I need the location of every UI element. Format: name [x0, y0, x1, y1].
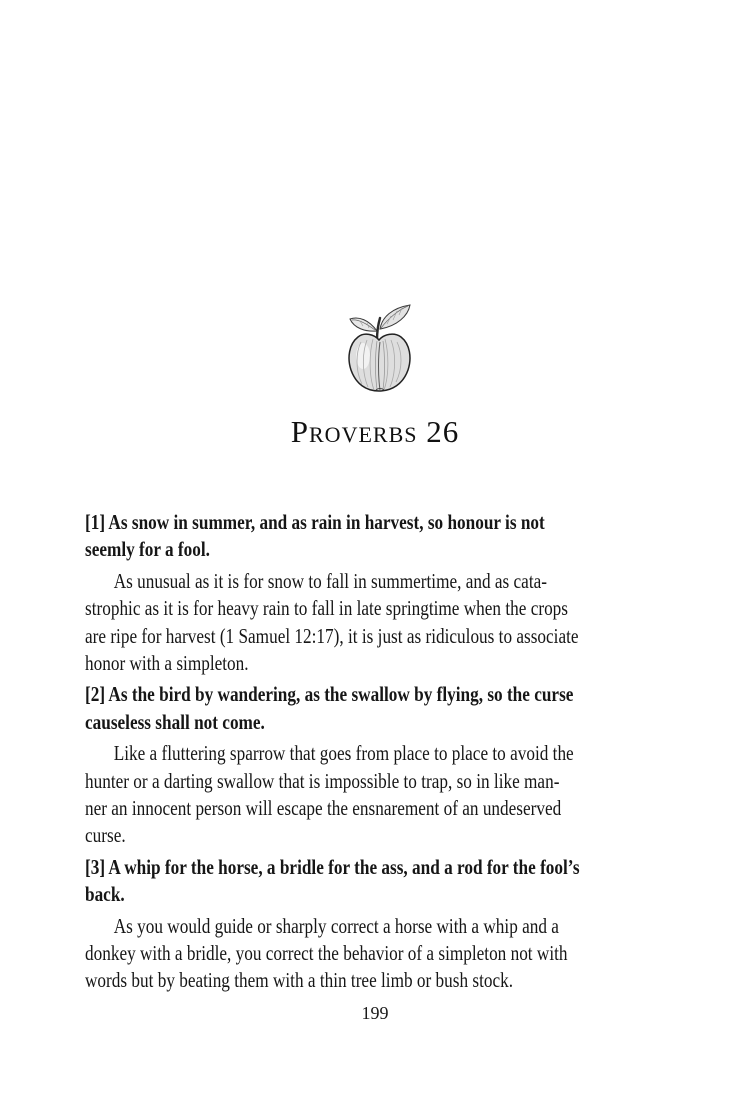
verse-line: seemly for a fool. [85, 537, 210, 562]
commentary-text [85, 568, 666, 677]
verse-line: causeless shall not come. [85, 709, 265, 734]
verse-text [85, 509, 666, 564]
commentary-line: donkey with a bridle, you correct the behavior of a simpleton not with [85, 940, 568, 965]
commentary-line: words but by beating them with a thin tree limb or bush stock. [85, 968, 514, 993]
verse-text [85, 854, 666, 909]
verse-section [85, 854, 666, 995]
verse-sections [85, 509, 666, 995]
verse-line: [3] A whip for the horse, a bridle for the ass, and a rod for the fool’s [85, 854, 580, 879]
verse-section [85, 509, 666, 677]
commentary-line: are ripe for harvest (1 Samuel 12:17), it is just as ridiculous to associate [85, 623, 579, 648]
commentary-line: honor with a simpleton. [85, 650, 249, 675]
page-number: 199 [361, 1003, 389, 1023]
verse-section [85, 681, 666, 849]
commentary-text [85, 740, 666, 849]
apple-engraving-icon [347, 300, 413, 392]
verse-line: back. [85, 881, 125, 906]
chapter-title: Proverbs 26 [290, 414, 460, 449]
verse-line: [2] As the bird by wandering, as the swallow by flying, so the curse [85, 682, 574, 707]
commentary-line: As unusual as it is for snow to fall in summertime, and as cata- [113, 569, 547, 594]
verse-text [85, 681, 666, 736]
commentary-line: As you would guide or sharply correct a horse with a whip and a [113, 913, 559, 938]
commentary-line: ner an innocent person will escape the ensnarement of an undeserved [85, 795, 562, 820]
commentary-line: curse. [85, 823, 126, 848]
commentary-text [85, 913, 666, 995]
verse-line: [1] As snow in summer, and as rain in harvest, so honour is not [85, 510, 545, 534]
commentary-line: Like a fluttering sparrow that goes from place to place to avoid the [113, 741, 574, 766]
commentary-line: strophic as it is for heavy rain to fall in late springtime when the crops [85, 596, 568, 621]
commentary-line: hunter or a darting swallow that is impossible to trap, so in like man- [85, 768, 560, 793]
